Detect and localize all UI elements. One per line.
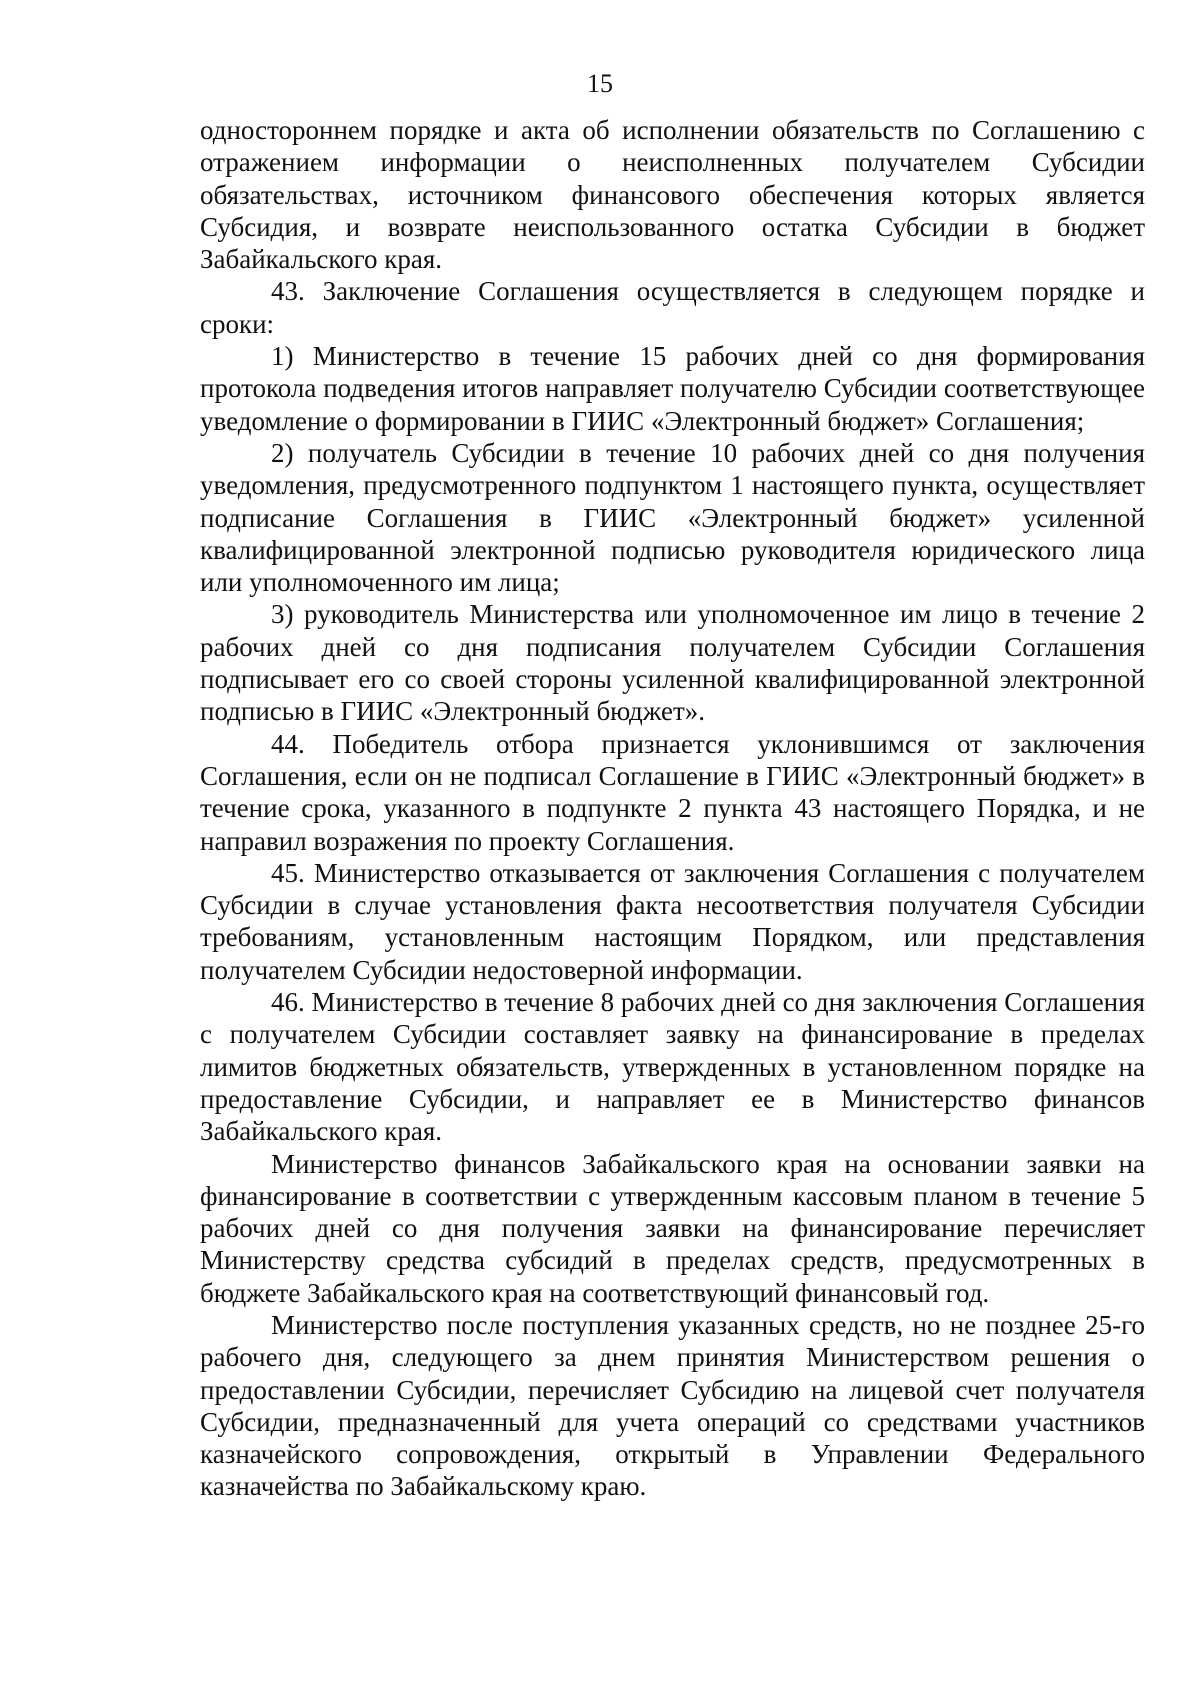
document-body [200, 114, 1145, 1503]
paragraph-continuation: одностороннем порядке и акта об исполнении обязательств по Соглашению с отражением информации о неисполненных получателем Субсидии обязательствах, источником финансового обеспечения которых является Субсидия, и возврате неиспользованного остатка Субсидии в бюджет Забайкальского края. [200, 115, 1145, 275]
paragraph-clause-43-item-2: 2) получатель Субсидии в течение 10 рабочих дней со дня получения уведомления, предусмотренного подпунктом 1 настоящего пункта, осуществляет подписание Соглашения в ГИИС «Электронный бюджет» усиленной квалифицированной электронной подписью руководителя юридического лица или уполномоченного им лица; [200, 437, 1145, 598]
paragraph-clause-46: 46. Министерство в течение 8 рабочих дней со дня заключения Соглашения с получателем Субсидии составляет заявку на финансирование в пределах лимитов бюджетных обязательств, утвержденных в установленном порядке на предоставление Субсидии, и направляет ее в Министерство финансов Забайкальского края. [200, 987, 1145, 1147]
paragraph-clause-43-item-3: 3) руководитель Министерства или уполномоченное им лицо в течение 2 рабочих дней со дня подписания получателем Субсидии Соглашения подписывает его со своей стороны усиленной квалифицированной электронной подписью в ГИИС «Электронный бюджет». [200, 599, 1145, 727]
paragraph-clause-45: 45. Министерство отказывается от заключения Соглашения с получателем Субсидии в случае установления факта несоответствия получателя Субсидии требованиям, установленным настоящим Порядком, или представления получателем Субсидии недостоверной информации. [200, 857, 1145, 985]
paragraph-transfer: Министерство после поступления указанных средств, но не позднее 25-го рабочего дня, следующего за днем принятия Министерством решения о предоставлении Субсидии, перечисляет Субсидию на лицевой счет получателя Субсидии, предназначенный для учета операций со средствами участников казначейского сопровождения, открытый в Управлении Федерального казначейства по Забайкальскому краю. [200, 1309, 1145, 1502]
page-number: 15 [587, 69, 613, 98]
paragraph-ministry-finance: Министерство финансов Забайкальского края на основании заявки на финансирование в соответствии с утвержденным кассовым планом в течение 5 рабочих дней со дня получения заявки на финансирование перечисляет Министерству средства субсидий в пределах средств, предусмотренных в бюджете Забайкальского края на соответствующий финансовый год. [200, 1148, 1145, 1308]
paragraph-clause-43: 43. Заключение Соглашения осуществляется в следующем порядке и сроки: [200, 276, 1145, 339]
paragraph-clause-43-item-1: 1) Министерство в течение 15 рабочих дней со дня формирования протокола подведения итогов направляет получателю Субсидии соответствующее уведомление о формировании в ГИИС «Электронный бюджет» Соглашения; [200, 341, 1145, 436]
paragraph-clause-44: 44. Победитель отбора признается уклонившимся от заключения Соглашения, если он не подписал Соглашение в ГИИС «Электронный бюджет» в течение срока, указанного в подпункте 2 пункта 43 настоящего Порядка, и не направил возражения по проекту Соглашения. [200, 728, 1145, 856]
